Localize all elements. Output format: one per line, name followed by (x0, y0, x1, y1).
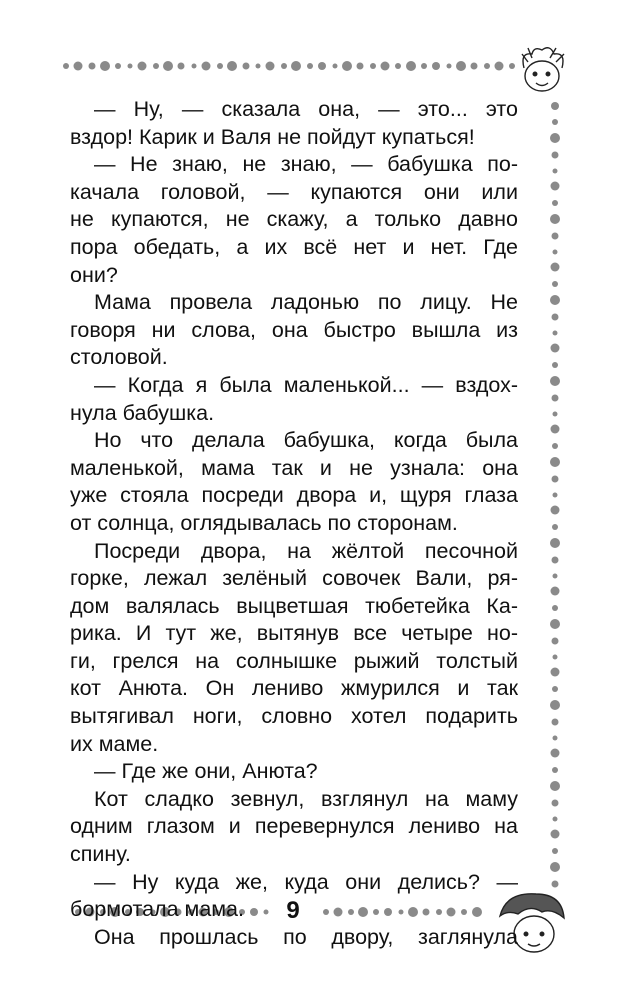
text-line: качала головой, — купаются они или (70, 179, 518, 204)
text-line: уже стояла посреди двора и, щуря глаза (70, 483, 518, 508)
text-line: одним глазом и перевернулся лениво на (70, 814, 518, 839)
text-line: — Ну, — сказала она, — это... это (94, 97, 518, 121)
text-line: маленькой, мама так и не узнала: она (70, 455, 518, 480)
text-line: горке, лежал зелёный совочек Вали, ря- (70, 566, 518, 591)
text-line: Кот сладко зевнул, взглянул на маму (94, 786, 518, 811)
text-line: вытягивал ноги, словно хотел подарить (70, 704, 518, 729)
text-line: говоря ни слова, она быстро вышла из (70, 317, 518, 342)
text-line: рика. И тут же, вытянув все четыре но- (70, 621, 518, 646)
text-line: — Ну куда же, куда они делись? — (94, 869, 518, 894)
text-line: Мама провела ладонью по лицу. Не (94, 290, 518, 315)
text-line: ги, грелся на солнышке рыжий толстый (70, 648, 518, 673)
text-line: столовой. (70, 345, 168, 370)
text-line: — Когда я была маленькой... — вздох- (94, 372, 518, 397)
text-line: не купаются, не скажу, а только давно (70, 207, 518, 232)
text-line: бормотала мама. (70, 897, 244, 922)
text-line: от солнца, оглядывалась по сторонам. (70, 510, 458, 535)
text-line: пора обедать, а их всё нет и нет. Где (70, 234, 518, 259)
page-body-text (70, 96, 518, 951)
text-line: Посреди двора, на жёлтой песочной (94, 538, 518, 563)
text-line: кот Анюта. Он лениво жмурился и так (70, 676, 518, 701)
text-line: нула бабушка. (70, 400, 215, 425)
text-line: Она прошлась по двору, заглянула (94, 924, 518, 949)
text-line: — Не знаю, не знаю, — бабушка по- (94, 152, 518, 177)
right-dotted-border (546, 98, 564, 898)
top-dotted-border (60, 58, 520, 74)
text-line: дом валялась выцветшая тюбетейка Ка- (70, 593, 518, 618)
text-line: их маме. (70, 731, 159, 756)
text-line: вздор! Карик и Валя не пойдут купаться! (70, 124, 475, 149)
text-line: они? (70, 262, 118, 287)
girl-face-icon (510, 40, 572, 102)
text-line: — Где же они, Анюта? (94, 759, 318, 784)
text-line: Но что делала бабушка, когда была (94, 428, 518, 453)
page-number: 9 (286, 897, 300, 924)
text-line: спину. (70, 842, 131, 867)
